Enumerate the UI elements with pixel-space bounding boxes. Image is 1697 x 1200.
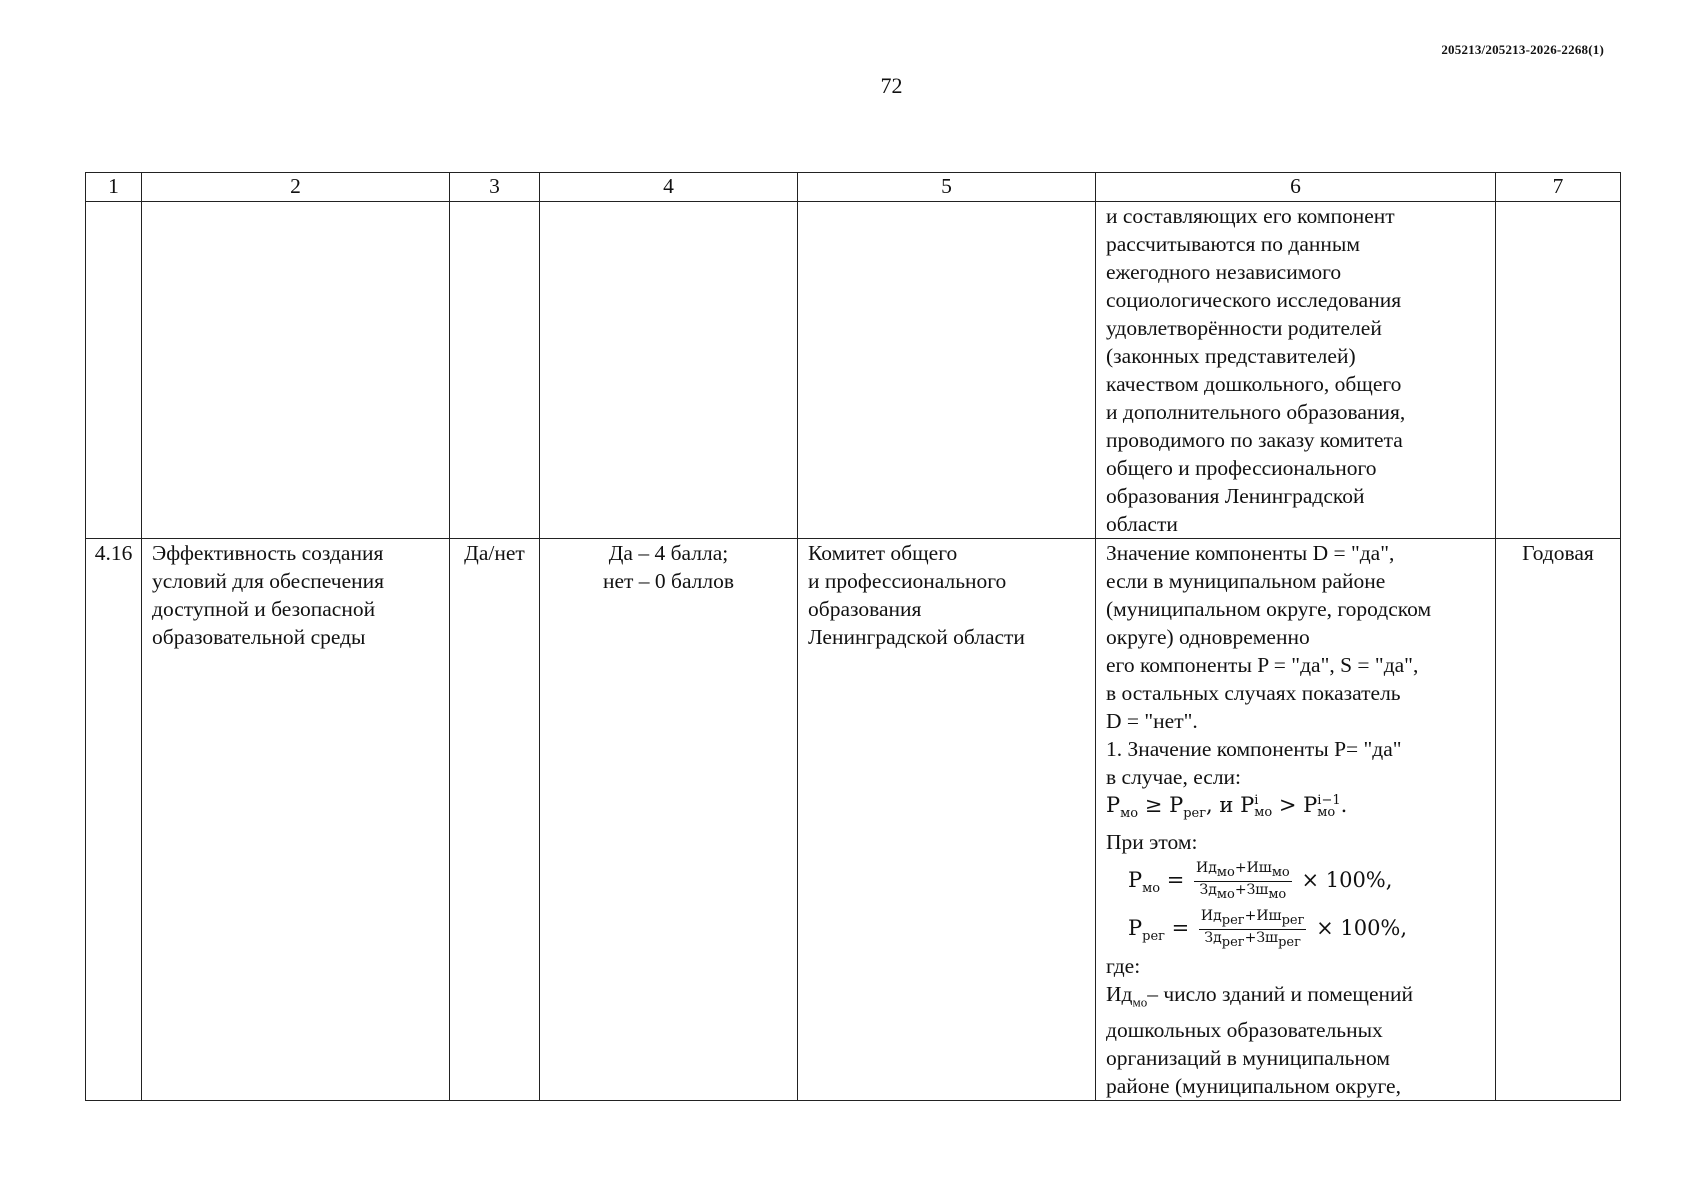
text-line: D = "нет".	[1106, 709, 1198, 733]
text-line: Значение компоненты D = "да",	[1106, 541, 1395, 565]
column-header-4: 4	[540, 173, 798, 202]
math-text: , и	[1206, 793, 1241, 817]
table-cell	[798, 202, 1096, 539]
text-line: При этом:	[1106, 830, 1198, 855]
formula-p-mo: $P_{мо}$ = $\frac{Ид_{мо}+Иш_{мо}}{Зд_{мо}+Зш_{мо}}$ × 100%,	[1128, 860, 1393, 902]
text-line: проводимого по заказу комитета	[1106, 428, 1403, 452]
table-cell	[142, 202, 450, 539]
text-line: (законных представителей)	[1106, 344, 1356, 368]
score-cell	[540, 539, 798, 1101]
responsible-cell	[798, 539, 1096, 1101]
unit-cell: Да/нет	[450, 539, 540, 1101]
text-line: Эффективность создания	[152, 541, 384, 565]
condition-formula: $P_{мо} \ge P_{рег}$, и P i мо > P i−1 мо .	[1106, 792, 1348, 822]
column-number-row	[86, 173, 1621, 202]
text-line: и дополнительного образования,	[1106, 400, 1406, 424]
text-line: в остальных случаях показатель	[1106, 681, 1401, 705]
document-id: 205213/205213-2026-2268(1)	[1441, 42, 1604, 57]
table-cell	[86, 202, 142, 539]
text-line: Да – 4 балла;	[608, 541, 729, 565]
column-header-6: 6	[1096, 173, 1496, 202]
method-cell-continuation	[1096, 202, 1496, 539]
math-subscript: рег	[1183, 806, 1207, 822]
formula-p-reg: $P_{рег}$ = $\frac{Ид_{рег}+Иш_{рег}}{Зд_{рег}+Зш_{рег}}$ × 100%,	[1128, 908, 1408, 950]
text-line: его компоненты P = "да", S = "да",	[1106, 653, 1419, 677]
text-line: рассчитываются по данным	[1106, 232, 1360, 256]
math-operator: ≥	[1144, 793, 1163, 817]
math-symbol: P	[1303, 793, 1318, 817]
fraction: $\frac{Ид_{мо}+Иш_{мо}}{Зд_{мо}+Зш_{мо}}$	[1196, 860, 1290, 902]
text-line: 1. Значение компоненты P= "да"	[1106, 737, 1402, 761]
column-header-2: 2	[142, 173, 450, 202]
column-header-7: 7	[1496, 173, 1621, 202]
text-line: условий для обеспечения	[152, 569, 385, 593]
column-header-1: 1	[86, 173, 142, 202]
text-line: образовательной среды	[152, 625, 366, 649]
text-line: удовлетворённости родителей	[1106, 316, 1382, 340]
text-line: где:	[1106, 954, 1141, 979]
text-line: организаций в муниципальном	[1106, 1046, 1390, 1071]
text-line: округе) одновременно	[1106, 625, 1310, 649]
table-cell	[1496, 202, 1621, 539]
math-symbol: P	[1106, 793, 1121, 817]
text-line: если в муниципальном районе	[1106, 569, 1386, 593]
math-supsub: i−1 мо	[1317, 792, 1341, 820]
indicator-table	[85, 172, 1621, 1101]
math-operator: >	[1278, 793, 1297, 817]
text-line: области	[1106, 512, 1178, 536]
text-line: дошкольных образовательных	[1106, 1018, 1383, 1043]
text-line: и профессионального	[808, 569, 1007, 593]
math-symbol: P	[1169, 793, 1184, 817]
text-line: качеством дошкольного, общего	[1106, 372, 1402, 396]
table-row-continuation	[86, 202, 1621, 539]
period-cell: Годовая	[1496, 539, 1621, 1101]
text-line: доступной и безопасной	[152, 597, 376, 621]
column-header-3: 3	[450, 173, 540, 202]
text-line: районе (муниципальном округе,	[1106, 1074, 1401, 1099]
text-line: (муниципальном округе, городском	[1106, 597, 1432, 621]
text-line: образования	[808, 597, 922, 621]
indicator-name-cell	[142, 539, 450, 1101]
method-cell	[1096, 539, 1496, 1101]
text-line: общего и профессионального	[1106, 456, 1377, 480]
text-line: Ленинградской области	[808, 625, 1025, 649]
math-symbol: P	[1240, 793, 1255, 817]
column-header-5: 5	[798, 173, 1096, 202]
table-cell	[450, 202, 540, 539]
table-cell	[540, 202, 798, 539]
text-line: в случае, если:	[1106, 765, 1242, 789]
text-line: и составляющих его компонент	[1106, 204, 1395, 228]
row-number-cell: 4.16	[86, 539, 142, 1101]
text-line: образования Ленинградской	[1106, 484, 1365, 508]
page-number: 72	[880, 73, 903, 98]
table-row-4-16	[86, 539, 1621, 1101]
math-supsub: i мо	[1254, 792, 1273, 820]
text-line: ежегодного независимого	[1106, 260, 1342, 284]
text-line: Комитет общего	[808, 541, 958, 565]
definition-line: $Ид_{мо}-$ число зданий и помещений	[1106, 982, 1414, 1010]
fraction: $\frac{Ид_{рег}+Иш_{рег}}{Зд_{рег}+Зш_{рег}}$	[1200, 908, 1305, 950]
text-line: социологического исследования	[1106, 288, 1402, 312]
math-subscript: мо	[1120, 806, 1139, 822]
text-line: нет – 0 баллов	[602, 569, 735, 593]
